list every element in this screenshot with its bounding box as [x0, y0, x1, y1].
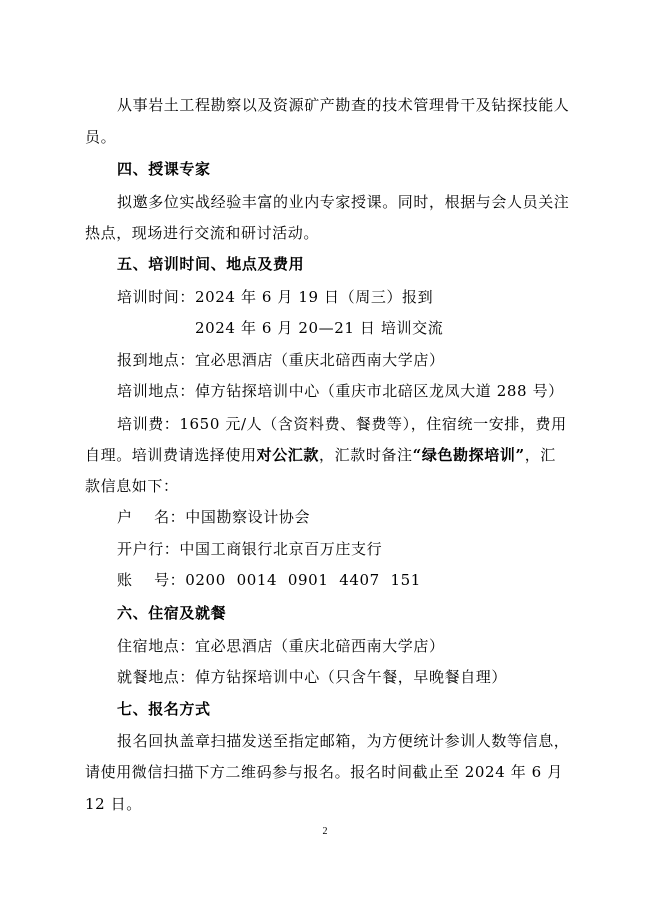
- payment-text: 自理。培训费请选择使用: [85, 446, 257, 464]
- training-time-line: 培训时间：2024 年 6 月 19 日（周三）报到: [117, 288, 434, 306]
- payment-text: ，汇: [524, 446, 556, 464]
- training-location: 培训地点：倬方钻探培训中心（重庆市北碚区龙凤大道 288 号）: [117, 382, 564, 400]
- paragraph-line: 款信息如下：: [85, 477, 179, 495]
- account-name: 户 名：中国勘察设计协会: [117, 508, 311, 526]
- training-fee: 培训费：1650 元/人（含资料费、餐费等），住宿统一安排，费用: [117, 415, 567, 433]
- page-number: 2: [322, 826, 328, 837]
- paragraph-line: 员。: [85, 128, 117, 146]
- section-heading-registration: 七、报名方式: [117, 700, 211, 718]
- training-time-line-2: 2024 年 6 月 20—21 日 培训交流: [195, 319, 444, 337]
- section-heading-time-place-fee: 五、培训时间、地点及费用: [117, 255, 305, 273]
- account-bank: 开户行：中国工商银行北京百万庄支行: [117, 540, 383, 558]
- account-number: 账 号：0200 0014 0901 4407 151: [117, 571, 421, 589]
- section-heading-lodging: 六、住宿及就餐: [117, 604, 227, 622]
- paragraph-line: 报名回执盖章扫描发送至指定邮箱，为方便统计参训人数等信息，: [117, 732, 570, 750]
- paragraph-line: 请使用微信扫描下方二维码参与报名。报名时间截止至 2024 年 6 月: [85, 763, 563, 781]
- paragraph-line: 12 日。: [85, 795, 142, 813]
- section-heading-experts: 四、授课专家: [117, 160, 211, 178]
- checkin-location: 报到地点：宜必思酒店（重庆北碚西南大学店）: [117, 351, 445, 369]
- payment-instruction: [85, 445, 556, 465]
- paragraph-line: 从事岩土工程勘察以及资源矿产勘查的技术管理骨干及钻探技能人: [117, 96, 570, 114]
- payment-method-bold: 对公汇款: [256, 446, 320, 464]
- dining-location: 就餐地点：倬方钻探培训中心（只含午餐，早晚餐自理）: [117, 668, 508, 686]
- paragraph-line: 拟邀多位实战经验丰富的业内专家授课。同时，根据与会人员关注: [117, 193, 570, 211]
- lodging-location: 住宿地点：宜必思酒店（重庆北碚西南大学店）: [117, 637, 445, 655]
- payment-text: ，汇款时备注: [319, 446, 413, 464]
- paragraph-line: 热点，现场进行交流和研讨活动。: [85, 224, 320, 242]
- payment-remark-bold: “绿色勘探培训”: [412, 446, 525, 464]
